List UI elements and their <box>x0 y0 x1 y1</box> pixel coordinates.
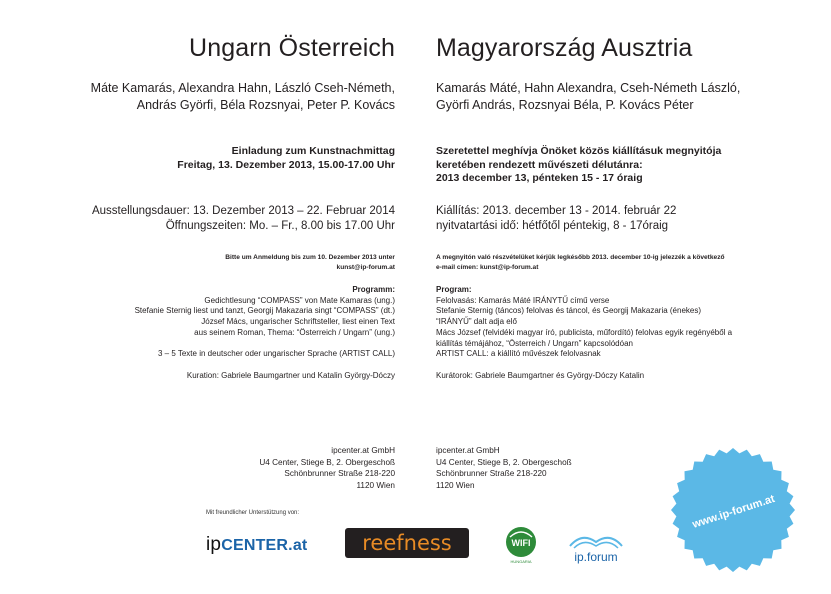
program-line: ARTIST CALL: a kiállító művészek felolvasnak <box>436 349 601 359</box>
program-line: Stefanie Sternig liest und tanzt, Georgij Makazaria singt “COMPASS” (dt.) <box>134 306 395 316</box>
address-line: Schönbrunner Straße 218-220 <box>436 469 547 478</box>
artists-line: Kamarás Máté, Hahn Alexandra, Cseh-Németh László, <box>436 81 741 95</box>
ipforum-logo-text: ip.forum <box>574 550 618 564</box>
dates-line: nyitvatartási idő: hétfőtől péntekig, 8 - 17óraig <box>436 220 669 232</box>
program-line: kiállítás témájához, “Österreich / Ungarn” kapcsolódóan <box>436 338 633 348</box>
wifi-logo <box>502 525 540 565</box>
program-heading: Programm: <box>352 285 395 294</box>
artists-line: Máte Kamarás, Alexandra Hahn, László Cseh-Németh, <box>90 81 395 95</box>
program-line: 3 – 5 Texte in deutscher oder ungarischer Sprache (ARTIST CALL) <box>157 349 395 359</box>
ipcenter-logo-prefix: ip <box>206 534 222 555</box>
exhibition-dates-german <box>92 204 395 234</box>
ipcenter-logo-main: CENTER.at <box>221 537 308 554</box>
note-line: Bitte um Anmeldung bis zum 10. Dezember 2013 unter <box>225 254 395 261</box>
address-line: U4 Center, Stiege B, 2. Obergeschoß <box>259 457 395 467</box>
exhibition-dates-hungarian <box>436 204 676 234</box>
note-line: e-mail címen: kunst@ip-forum.at <box>436 263 539 271</box>
note-line: A megnyitón való részvételüket kérjük legkésőbb 2013. december 10-ig jelezzék a következő <box>436 254 725 261</box>
title-hungarian: Magyarország Ausztria <box>436 34 693 62</box>
invitation-line: 2013 december 13, pénteken 15 - 17 óraig <box>436 172 643 184</box>
invitation-hungarian <box>436 145 721 186</box>
program-line <box>436 360 732 371</box>
invitation-line: Szeretettel meghívja Önöket közös kiállításuk megnyitója <box>436 145 722 157</box>
artists-german <box>91 80 395 114</box>
program-line: aus seinem Roman, Thema: “Österreich / Ungarn” (ung.) <box>194 327 395 337</box>
ipforum-logo-arc <box>574 542 618 548</box>
title-german: Ungarn Österreich <box>189 34 395 62</box>
address-line: 1120 Wien <box>356 480 395 490</box>
program-line: Kuration: Gabriele Baumgartner und Katalin György-Dóczy <box>186 370 395 380</box>
support-text: Mit freundlicher Unterstützung von: <box>206 510 300 516</box>
address-line: 1120 Wien <box>436 480 475 490</box>
dates-line: Öffnungszeiten: Mo. – Fr., 8.00 bis 17.00 Uhr <box>165 220 395 232</box>
dates-line: Ausstellungsdauer: 13. Dezember 2013 – 22. Februar 2014 <box>91 205 395 217</box>
address-line: ipcenter.at GmbH <box>436 446 500 455</box>
badge-url: www.ip-forum.at <box>690 492 777 531</box>
program-german <box>135 285 395 381</box>
invitation-line: Einladung zum Kunstnachmittag <box>231 145 395 157</box>
program-line: Felolvasás: Kamarás Máté IRÁNYTŰ című verse <box>436 295 610 305</box>
program-line <box>135 339 395 350</box>
program-line: Gedichtlesung “COMPASS” von Mate Kamaras (ung.) <box>204 295 395 305</box>
program-line: József Mács, ungarischer Schriftsteller, liest einen Text <box>201 317 395 327</box>
program-line <box>135 360 395 371</box>
artists-line: Györfi András, Rozsnyai Béla, P. Kovács Péter <box>436 98 694 112</box>
wifi-logo-text: WIFI <box>511 538 531 548</box>
note-line: kunst@ip-forum.at <box>336 263 395 271</box>
rsvp-note-german <box>225 253 395 272</box>
website-badge <box>668 445 798 575</box>
address-hungarian <box>436 445 572 491</box>
address-line: ipcenter.at GmbH <box>331 446 395 455</box>
address-line: U4 Center, Stiege B, 2. Obergeschoß <box>436 457 572 467</box>
program-line: Stefanie Sternig (táncos) felolvas és táncol, és Georgij Makazaria (énekes) <box>436 306 702 316</box>
rsvp-note-hungarian <box>436 253 725 272</box>
program-line: Kurátorok: Gabriele Baumgartner és György-Dóczy Katalin <box>436 370 645 380</box>
invitation-line: keretében rendezett művészeti délutánra: <box>436 158 643 171</box>
dates-line: Kiállítás: 2013. december 13 - 2014. február 22 <box>436 205 677 217</box>
invitation-german <box>177 145 395 172</box>
address-german <box>259 445 395 491</box>
reefness-logo: reefness <box>345 528 469 558</box>
wifi-logo-subtext: HUNGARIA <box>510 559 532 564</box>
program-hungarian <box>436 285 732 381</box>
invitation-line: Freitag, 13. Dezember 2013, 15.00-17.00 Uhr <box>177 158 395 171</box>
ipforum-logo <box>566 528 626 568</box>
program-heading: Program: <box>436 285 472 294</box>
address-line: Schönbrunner Straße 218-220 <box>284 469 395 478</box>
artists-line: András Györfi, Béla Rozsnyai, Peter P. Kovács <box>136 98 395 112</box>
program-line: Mács József (felvidéki magyar író, publicista, műfordító) felolvas egyik regényéből a <box>436 327 733 337</box>
artists-hungarian <box>436 80 740 114</box>
program-line: “IRÁNYŰ” dalt adja elő <box>436 317 517 327</box>
ipcenter-logo <box>206 534 307 556</box>
